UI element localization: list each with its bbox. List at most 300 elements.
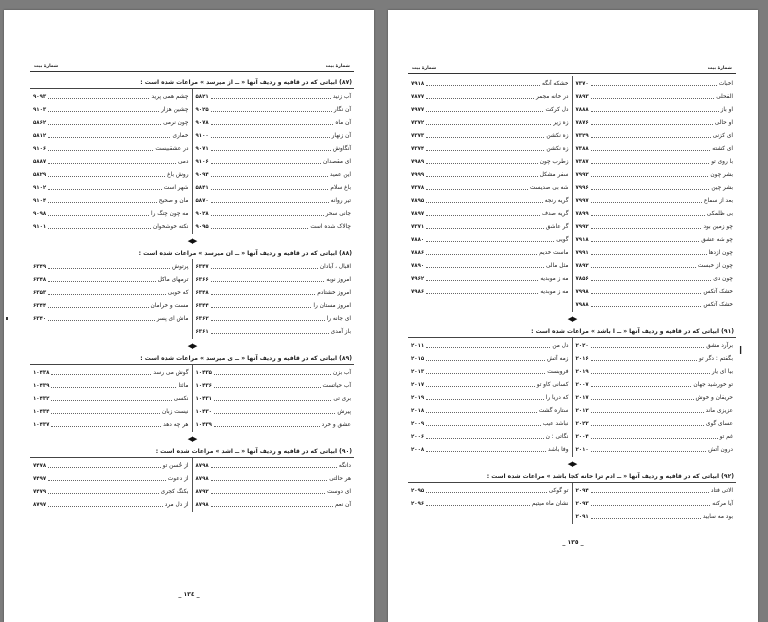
index-section [408, 460, 736, 524]
entry-verse: چون از خبست [697, 262, 733, 269]
entry-verse: عسای گوی [705, 420, 733, 427]
dot-leader [591, 502, 711, 506]
dot-leader [51, 371, 151, 375]
dot-leader [211, 304, 312, 308]
dot-leader [211, 330, 329, 334]
dot-leader [426, 212, 540, 216]
entry-verse: بعد از سماع [704, 197, 733, 204]
entry-columns [408, 76, 736, 312]
index-entry [411, 378, 569, 391]
index-entry [411, 90, 569, 103]
verse-number: ۶۳۴۰ [33, 315, 47, 322]
entry-verse: وفا باشد [548, 446, 569, 453]
verse-number: ۵۸۲۱ [195, 93, 209, 100]
verse-number: ۹۰۲۵ [195, 106, 209, 113]
dot-leader [426, 370, 545, 374]
entry-verse: الفحلی [716, 93, 733, 100]
entry-verse: این عمید [329, 171, 351, 178]
index-entry [196, 168, 352, 181]
entry-columns [30, 458, 354, 512]
verse-number: ۲۰۹۵ [411, 487, 425, 494]
dot-leader [48, 134, 170, 138]
index-entry [411, 142, 569, 155]
dot-leader [426, 396, 544, 400]
index-entry [33, 90, 189, 103]
verse-number: ۲۰۱۷ [575, 394, 589, 401]
verse-number: ۹۰۲۸ [195, 210, 209, 217]
index-entry [411, 220, 569, 233]
dot-leader [591, 108, 719, 112]
entry-column [408, 76, 572, 312]
dot-leader [51, 410, 160, 414]
index-entry [33, 273, 189, 286]
entry-verse: ای مقصدان [323, 158, 351, 165]
margin-mark: ❙ [737, 345, 744, 354]
entry-verse: سفر مشکل [539, 171, 569, 178]
entry-verse: ماست خدیم [539, 249, 569, 256]
entry-verse: برآرد مشق [706, 342, 733, 349]
index-entry [33, 207, 189, 220]
index-entry [33, 103, 189, 116]
entry-column [408, 483, 572, 524]
index-entry [576, 142, 734, 155]
verse-number: ۹۰۹۵ [195, 223, 209, 230]
index-entry [33, 472, 189, 485]
entry-verse: دل کرکت [545, 106, 569, 113]
verse-number: ۲۰۱۸ [411, 407, 425, 414]
verse-number: ۲۰۰۶ [411, 433, 425, 440]
index-entry [576, 497, 734, 510]
verse-number: ۱۰۴۳۶ [195, 382, 212, 389]
dot-leader [426, 121, 551, 125]
index-entry [411, 365, 569, 378]
verse-number: ۵۸۶۲ [33, 119, 47, 126]
verse-number: ۲۰۱۹ [575, 368, 589, 375]
index-entry [576, 77, 734, 90]
verse-number: ۷۳۸۸ [575, 145, 589, 152]
index-entry [576, 339, 734, 352]
verse-number: ۷۹۹۲ [575, 223, 589, 230]
entry-verse: از دل مرد [164, 501, 189, 508]
verse-number: ۶۳۴۹ [33, 263, 47, 270]
dot-leader [211, 291, 316, 295]
entry-column [30, 458, 192, 512]
dot-leader [591, 448, 706, 452]
verse-number: ۶۳۴۴ [195, 302, 209, 309]
index-entry [576, 404, 734, 417]
verse-number: ۸۷۹۸ [195, 501, 209, 508]
section-heading: (۹۲) ابیاتی که در قافیه و ردیف آنها « ــ ادم ترا خانه کجا باشد » مراعات شده است : [408, 468, 736, 483]
index-entry [411, 246, 569, 259]
entry-column [192, 259, 355, 339]
dot-leader [211, 160, 321, 164]
section-heading: (۸۸) ابیاتی که در قافیه و ردیف آنها « ــ ان میرسد » مراعات شده است : [138, 250, 352, 257]
index-entry [196, 103, 352, 116]
dot-leader [48, 147, 153, 151]
entry-verse: شهر است [163, 184, 189, 191]
dot-leader [211, 503, 333, 507]
index-entry [576, 259, 734, 272]
dot-leader [591, 409, 704, 413]
dot-leader [48, 121, 161, 125]
document-page-right [388, 10, 758, 622]
index-entry [196, 155, 352, 168]
entry-verse: گریه صدف [542, 210, 569, 217]
verse-number: ۲۰۱۵ [411, 355, 425, 362]
dot-leader [426, 409, 537, 413]
entry-verse: ای دوست [327, 488, 351, 495]
column-header: شمارهٔ بیت [412, 66, 437, 71]
entry-verse: زه نکشن [546, 132, 569, 139]
entry-verse: مه ز موبدیه [540, 288, 569, 295]
index-entry [411, 285, 569, 298]
index-section [30, 74, 354, 234]
dot-leader [426, 238, 554, 242]
divider [30, 71, 354, 72]
verse-number: ۱۰۴۳۵ [195, 369, 212, 376]
index-entry [196, 498, 352, 511]
index-entry [33, 155, 189, 168]
entry-verse: با روی تو [711, 158, 733, 165]
index-entry [576, 443, 734, 456]
entry-verse: بود مه سابید [702, 513, 733, 520]
dot-leader [211, 147, 331, 151]
verse-number: ۷۸۹۵ [411, 197, 425, 204]
verse-number: ۲۰۱۹ [411, 394, 425, 401]
verse-number: ۱۰۴۳۸ [33, 369, 50, 376]
index-entry [196, 260, 352, 273]
entry-verse: که خوبی [167, 289, 189, 296]
dot-leader [426, 95, 534, 99]
verse-number: ۷۹۱۸ [411, 80, 425, 87]
verse-number: ۹۱۰۱ [33, 223, 47, 230]
verse-number: ۷۹۹۶ [575, 184, 589, 191]
index-entry [33, 181, 189, 194]
index-entry [576, 220, 734, 233]
entry-verse: مثل مالی [545, 262, 569, 269]
index-entry [196, 142, 352, 155]
verse-number: ۹۱۰۲ [33, 184, 47, 191]
dot-leader [426, 108, 543, 112]
verse-number: ۲۰۲۰ [575, 342, 589, 349]
dot-leader [591, 160, 710, 164]
verse-number: ۲۰۲۲ [575, 420, 589, 427]
dot-leader [211, 225, 309, 229]
entry-verse: بشر چون [710, 171, 733, 178]
dot-leader [591, 225, 702, 229]
index-entry [411, 443, 569, 456]
entry-verse: آب زنید [332, 93, 351, 100]
entry-columns [408, 483, 736, 524]
dot-leader [48, 291, 166, 295]
index-entry [33, 194, 189, 207]
index-entry [33, 366, 189, 379]
entry-verse: چشم همی پرید [151, 93, 189, 100]
verse-number: ۱۰۴۳۹ [33, 382, 50, 389]
dot-leader [211, 173, 328, 177]
index-entry [576, 298, 734, 311]
index-entry [576, 194, 734, 207]
entry-verse: تو گوکی [548, 487, 569, 494]
verse-number: ۸۷۹۸ [195, 475, 209, 482]
index-entry [576, 90, 734, 103]
index-entry [576, 378, 734, 391]
entry-verse: حریفان و خوش [695, 394, 733, 401]
section-heading: (۹۱) ابیاتی که در قافیه و ردیف آنها « ــ ا باشد » مراعات شده است : [408, 323, 736, 338]
dot-leader [426, 134, 544, 138]
verse-number: ۷۸۸۶ [411, 249, 425, 256]
dot-leader [48, 477, 166, 481]
index-entry [196, 129, 352, 142]
verse-number: ۲۰۰۸ [411, 446, 425, 453]
verse-number: ۹۱۰۶ [195, 158, 209, 165]
verse-number: ۱۰۴۳۷ [33, 421, 50, 428]
verse-number: ۶۳۴۸ [195, 289, 209, 296]
entry-verse: فروبست [547, 368, 569, 375]
verse-number: ۷۸۸۰ [411, 236, 425, 243]
dot-leader [591, 95, 715, 99]
dot-leader [48, 212, 149, 216]
verse-number: ۲۰۹۱ [575, 513, 589, 520]
index-entry [576, 155, 734, 168]
entry-verse: باغ سلام [330, 184, 351, 191]
verse-number: ۷۸۷۶ [575, 119, 589, 126]
entry-verse: در عشقبیست [155, 145, 189, 152]
index-entry [411, 497, 569, 510]
index-entry [411, 259, 569, 272]
entry-verse: شه بی صدیست [529, 184, 569, 191]
index-entry [576, 103, 734, 116]
verse-number: ۲۰۱۷ [411, 381, 425, 388]
verse-number: ۲۰۱۲ [575, 407, 589, 414]
dot-leader [426, 435, 543, 439]
entry-verse: نباشد عیب [542, 420, 569, 427]
entry-verse: ترمهای ماکل [157, 276, 189, 283]
entry-verse: عشق و خرد [321, 421, 351, 428]
index-entry [33, 498, 189, 511]
dot-leader [591, 277, 712, 281]
document-page-left [4, 10, 374, 622]
dot-leader [48, 304, 148, 308]
entry-verse: چو زمین بود [703, 223, 733, 230]
dot-leader [591, 82, 717, 86]
dot-leader [591, 515, 701, 519]
dot-leader [591, 147, 711, 151]
index-entry [411, 116, 569, 129]
entry-verse: دانگه [338, 462, 351, 469]
dot-leader [591, 489, 709, 493]
index-entry [411, 339, 569, 352]
dot-leader [426, 199, 543, 203]
index-entry [576, 430, 734, 443]
dot-leader [591, 396, 694, 400]
entry-verse: ای کزنی [712, 132, 733, 139]
verse-number: ۸۷۹۲ [195, 488, 209, 495]
index-entry [411, 272, 569, 285]
index-entry [196, 418, 352, 431]
index-entry [33, 260, 189, 273]
dot-leader [48, 503, 163, 507]
entry-verse: آن زنهار [331, 132, 351, 139]
index-entry [196, 116, 352, 129]
dot-leader [48, 490, 158, 494]
section-ornament: ◀▶ [567, 460, 577, 468]
index-entry [411, 207, 569, 220]
section-ornament: ◀▶ [187, 342, 197, 350]
entry-column [408, 338, 572, 457]
dot-leader [426, 422, 541, 426]
entry-verse: چشین هزار [161, 106, 189, 113]
entry-verse: ای جانه را [326, 315, 351, 322]
entry-verse: امروز مستان را [313, 302, 351, 309]
entry-verse: تیر روانه [330, 197, 351, 204]
dot-leader [426, 147, 544, 151]
dot-leader [426, 383, 535, 387]
verse-number: ۲۰۱۶ [575, 355, 589, 362]
verse-number: ۱۰۴۳۰ [195, 408, 212, 415]
dot-leader [51, 397, 171, 401]
index-entry [196, 299, 352, 312]
index-section [30, 237, 354, 339]
dot-leader [211, 265, 318, 269]
dot-leader [211, 121, 334, 125]
entry-verse: زطرب چون [539, 158, 569, 165]
index-entry [196, 325, 352, 338]
entry-verse: مه چون چنگ را [150, 210, 189, 217]
dot-leader [48, 464, 160, 468]
entry-verse: اقبال ، آبادان [319, 263, 351, 270]
dot-leader [211, 199, 329, 203]
section-heading: (۸۹) ابیاتی که در قافیه و ردیف آنها « ــ ی میرسد » مراعات شده است : [30, 350, 354, 365]
entry-verse: نشان ماه میتیم [531, 500, 569, 507]
entry-verse: او باز [720, 106, 733, 113]
entry-column [30, 259, 192, 339]
dot-leader [426, 277, 538, 281]
dot-leader [426, 264, 544, 268]
dot-leader [426, 344, 550, 348]
dot-leader [48, 95, 149, 99]
verse-number: ۷۳۷۲ [411, 119, 425, 126]
divider [408, 73, 736, 74]
index-entry [576, 285, 734, 298]
verse-number: ۷۹۹۸ [575, 288, 589, 295]
verse-number: ۷۸۸۸ [575, 106, 589, 113]
dot-leader [591, 370, 710, 374]
index-entry [411, 181, 569, 194]
entry-column [192, 458, 355, 512]
index-entry [411, 484, 569, 497]
page-number: _ ١٣٤ _ [178, 591, 200, 598]
dot-leader [48, 278, 156, 282]
verse-number: ۷۹۸۶ [411, 288, 425, 295]
entry-verse: گوش می رسد [153, 369, 189, 376]
index-entry [33, 142, 189, 155]
entry-verse: چالاک شده است [310, 223, 351, 230]
verse-number: ۹۰۷۱ [195, 145, 209, 152]
entry-verse: خشک آتکس [703, 301, 733, 308]
entry-verse: پرتوش [172, 263, 189, 270]
verse-number: ۷۹۹۷ [575, 197, 589, 204]
index-entry [196, 485, 352, 498]
section-ornament: ◀▶ [187, 237, 197, 245]
entry-verse: عزیزی ماند [705, 407, 733, 414]
entry-verse: زه زیر [553, 119, 569, 126]
verse-number: ۹۰۹۳ [33, 93, 47, 100]
index-entry [411, 77, 569, 90]
verse-number: ۷۳۸۷ [575, 158, 589, 165]
dot-leader [214, 423, 320, 427]
verse-number: ۷۴۹۷ [33, 475, 47, 482]
verse-number: ۷۹۸۹ [411, 158, 425, 165]
entry-verse: بشر چین [711, 184, 733, 191]
entry-verse: مائتا [178, 382, 189, 389]
verse-number: ۲۰۹۴ [575, 487, 589, 494]
index-entry [411, 194, 569, 207]
entry-columns [30, 259, 354, 339]
index-entry [196, 312, 352, 325]
dot-leader [426, 173, 538, 177]
verse-number: ۸۷۹۸ [195, 462, 209, 469]
index-entry [33, 485, 189, 498]
dot-leader [591, 435, 718, 439]
dot-leader [48, 173, 165, 177]
verse-number: ۷۳۷۸ [411, 184, 425, 191]
entry-verse: ای کشته [712, 145, 733, 152]
dot-leader [426, 502, 530, 506]
index-entry [411, 168, 569, 181]
dot-leader [591, 121, 713, 125]
dot-leader [48, 199, 157, 203]
dot-leader [591, 344, 705, 348]
page-content [30, 64, 354, 602]
entry-verse: آن نعم [335, 501, 351, 508]
entry-columns [30, 89, 354, 234]
index-entry [576, 365, 734, 378]
entry-column [572, 76, 737, 312]
verse-number: ۶۳۵۳ [33, 289, 47, 296]
entry-columns [30, 365, 354, 432]
index-entry [196, 194, 352, 207]
entry-column [192, 89, 355, 234]
verse-number: ۲۰۹۶ [411, 500, 425, 507]
index-entry [33, 129, 189, 142]
index-entry [411, 404, 569, 417]
index-entry [196, 220, 352, 233]
verse-number: ۱۰۴۳۱ [195, 395, 212, 402]
verse-number: ۹۱۰۳ [33, 106, 47, 113]
index-entry [411, 155, 569, 168]
dot-leader [591, 134, 711, 138]
entry-verse: خشکه آنگه [542, 80, 569, 87]
index-entry [411, 352, 569, 365]
dot-leader [214, 371, 331, 375]
verse-number: ۷۹۹۹ [411, 171, 425, 178]
verse-number: ۶۳۶۲ [195, 315, 209, 322]
entry-verse: نکسی [173, 395, 189, 402]
verse-number: ۲۰۰۷ [575, 381, 589, 388]
entry-column [192, 365, 355, 432]
index-entry [196, 207, 352, 220]
dot-leader [426, 489, 547, 493]
verse-number: ۱۰۴۳۴ [33, 408, 50, 415]
entry-verse: زه نکشن [546, 145, 569, 152]
entry-verse: بری تی [333, 395, 351, 402]
verse-number: ۲۰۰۴ [575, 433, 589, 440]
dot-leader [591, 264, 696, 268]
entry-verse: مست و خرامان [150, 302, 189, 309]
entry-verse: نگاتی : ن [545, 433, 569, 440]
index-entry [576, 129, 734, 142]
